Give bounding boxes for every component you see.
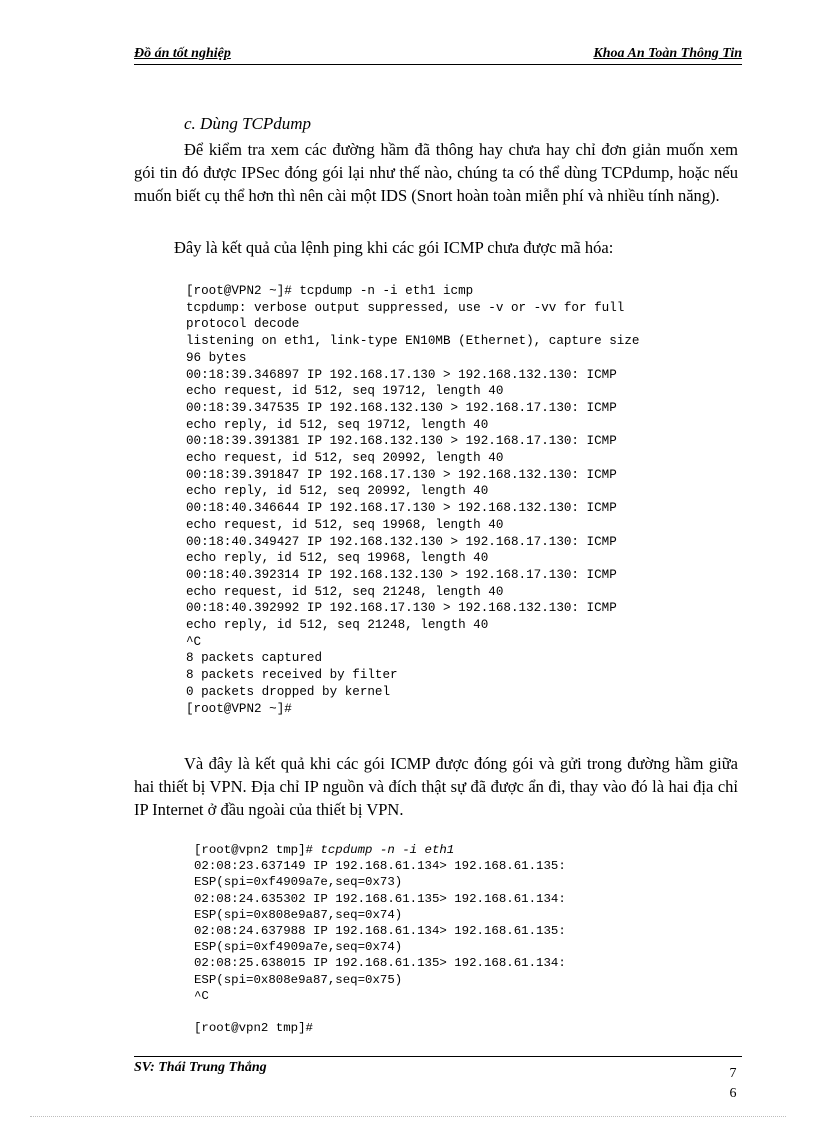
paragraph-ping-result: Đây là kết quả của lệnh ping khi các gói ICMP chưa được mã hóa:: [174, 238, 614, 257]
code-command: tcpdump -n -i eth1: [320, 843, 455, 857]
paragraph-intro: Để kiểm tra xem các đường hầm đã thông hay chưa hay chỉ đơn giản muốn xem gói tin đó được IPSec đóng gói lại như thế nào, chúng ta có thể dùng TCPdump, hoặc nếu muốn biết cụ thể hơn thì nên cài một IDS (Snort hoàn toàn miễn phí và nhiều tính năng).: [134, 140, 738, 205]
page-number: 7 6: [729, 1066, 737, 1101]
footer-divider: [134, 1056, 742, 1057]
code-prompt: [root@vpn2 tmp]#: [194, 843, 321, 857]
page-bottom-border: [30, 1116, 786, 1117]
code-output: 02:08:23.637149 IP 192.168.61.134> 192.168.61.135: ESP(spi=0xf4909a7e,seq=0x73) 02:08:24.635302 IP 192.168.61.135> 192.168.61.134: ESP(spi=0x808e9a87,seq=0x74) 02:08:24.637988 IP 192.168.61.134> 192.168.61.135: ESP(spi=0xf4909a7e,seq=0x74) 02:08:25.638015 IP 192.168.61.135> 192.168.61.134: ESP(spi=0x808e9a87,seq=0x75) ^C [root@vpn2 tmp]#: [194, 859, 566, 1036]
page-header: [134, 46, 742, 65]
header-right: Khoa An Toàn Thông Tin: [593, 46, 742, 61]
code-block-esp: [194, 842, 566, 1036]
footer-student-name: SV: Thái Trung Thắng: [134, 1060, 267, 1075]
section-title: c. Dùng TCPdump: [184, 114, 312, 133]
header-left: Đồ án tốt nghiệp: [134, 46, 231, 61]
code-block-icmp: [root@VPN2 ~]# tcpdump -n -i eth1 icmp tcpdump: verbose output suppressed, use -v or -vv for full protocol decode listening on eth1, link-type EN10MB (Ethernet), capture size 96 bytes 00:18:39.346897 IP 192.168.17.130 > 192.168.132.130: ICMP echo request, id 512, seq 19712, length 40 00:18:39.347535 IP 192.168.132.130 > 192.168.17.130: ICMP echo reply, id 512, seq 19712, length 40 00:18:39.391381 IP 192.168.132.130 > 192.168.17.130: ICMP echo request, id 512, seq 20992, length 40 00:18:39.391847 IP 192.168.17.130 > 192.168.132.130: ICMP echo reply, id 512, seq 20992, length 40 00:18:40.346644 IP 192.168.17.130 > 192.168.132.130: ICMP echo request, id 512, seq 19968, length 40 00:18:40.349427 IP 192.168.132.130 > 192.168.17.130: ICMP echo reply, id 512, seq 19968, length 40 00:18:40.392314 IP 192.168.132.130 > 192.168.17.130: ICMP echo request, id 512, seq 21248, length 40 00:18:40.392992 IP 192.168.17.130 > 192.168.132.130: ICMP echo reply, id 512, seq 21248, length 40 ^C 8 packets captured 8 packets received by filter 0 packets dropped by kernel [root@VPN2 ~]#: [186, 284, 640, 716]
paragraph-esp-result: Và đây là kết quả khi các gói ICMP được đóng gói và gửi trong đường hầm giữa hai thiết bị VPN. Địa chỉ IP nguồn và đích thật sự đã được ẩn đi, thay vào đó là hai địa chỉ IP Internet ở đầu ngoài của thiết bị VPN.: [134, 754, 738, 819]
